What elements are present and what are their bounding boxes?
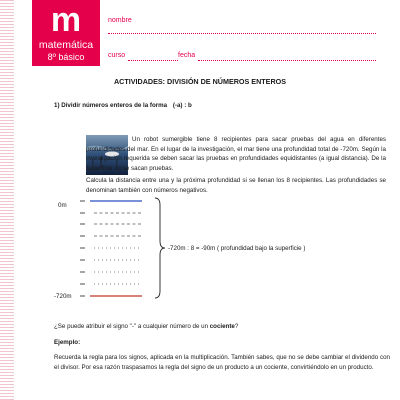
curso-field[interactable] (128, 60, 178, 61)
matematica-logo (32, 0, 100, 66)
division-annotation: -720m : 8 = -90m ( profundidad bajo la superficie ) (168, 245, 306, 252)
rule-paragraph: Recuerda la regla para los signos, aplicada en la multiplicación. También sabes, que no se debe cambiar el dividendo con el divisor. Por esa razón traspasamos la regla del signo de un producto a un cociente, convirtiéndolo en un producto. (54, 354, 390, 371)
question-text: ¿Se puede atribuir el signo "-" a cualquier número de un (54, 323, 210, 330)
logo-word: matemática (38, 39, 94, 51)
logo-glyph: m (50, 1, 82, 39)
binding-strip (0, 0, 14, 400)
section-heading (54, 101, 384, 111)
nombre-label: nombre (108, 17, 132, 24)
right-brace (154, 197, 166, 299)
logo-grade: 8º básico (47, 52, 85, 62)
depth-diagram (80, 196, 152, 302)
fecha-field[interactable] (198, 60, 376, 61)
problem-paragraph: Un robot sumergible tiene 8 recipientes para sacar pruebas del agua en diferentes profundidades del mar. En el lugar de la investigación, el mar tiene una profundidad total de -720m. Según la investigación requerida se deben sacar las pruebas en profundidades equidistantes (a igual distancia). De la superficie no se sacan pruebas. (86, 136, 386, 172)
example-heading: Ejemplo: (54, 339, 81, 346)
section-form: (-a) : b (172, 102, 192, 109)
fecha-label: fecha (178, 52, 196, 59)
depth-bottom-label: -720m (54, 293, 72, 300)
instruction-paragraph: Calcula la distancia entre una y la próxima profundidad si se llenan los 8 recipientes. Las profundidades se denominan también con números negativos. (86, 177, 386, 194)
section-label: 1) Dividir números enteros de la forma (54, 102, 168, 109)
nombre-field[interactable] (108, 33, 376, 34)
question-mark: ? (234, 323, 239, 330)
question-keyword: cociente (209, 323, 235, 330)
curso-label: curso (108, 52, 126, 59)
question-line (54, 322, 394, 332)
page-title: ACTIVIDADES: DIVISIÓN DE NÚMEROS ENTEROS (113, 77, 287, 86)
depth-top-label: 0m (58, 202, 67, 209)
